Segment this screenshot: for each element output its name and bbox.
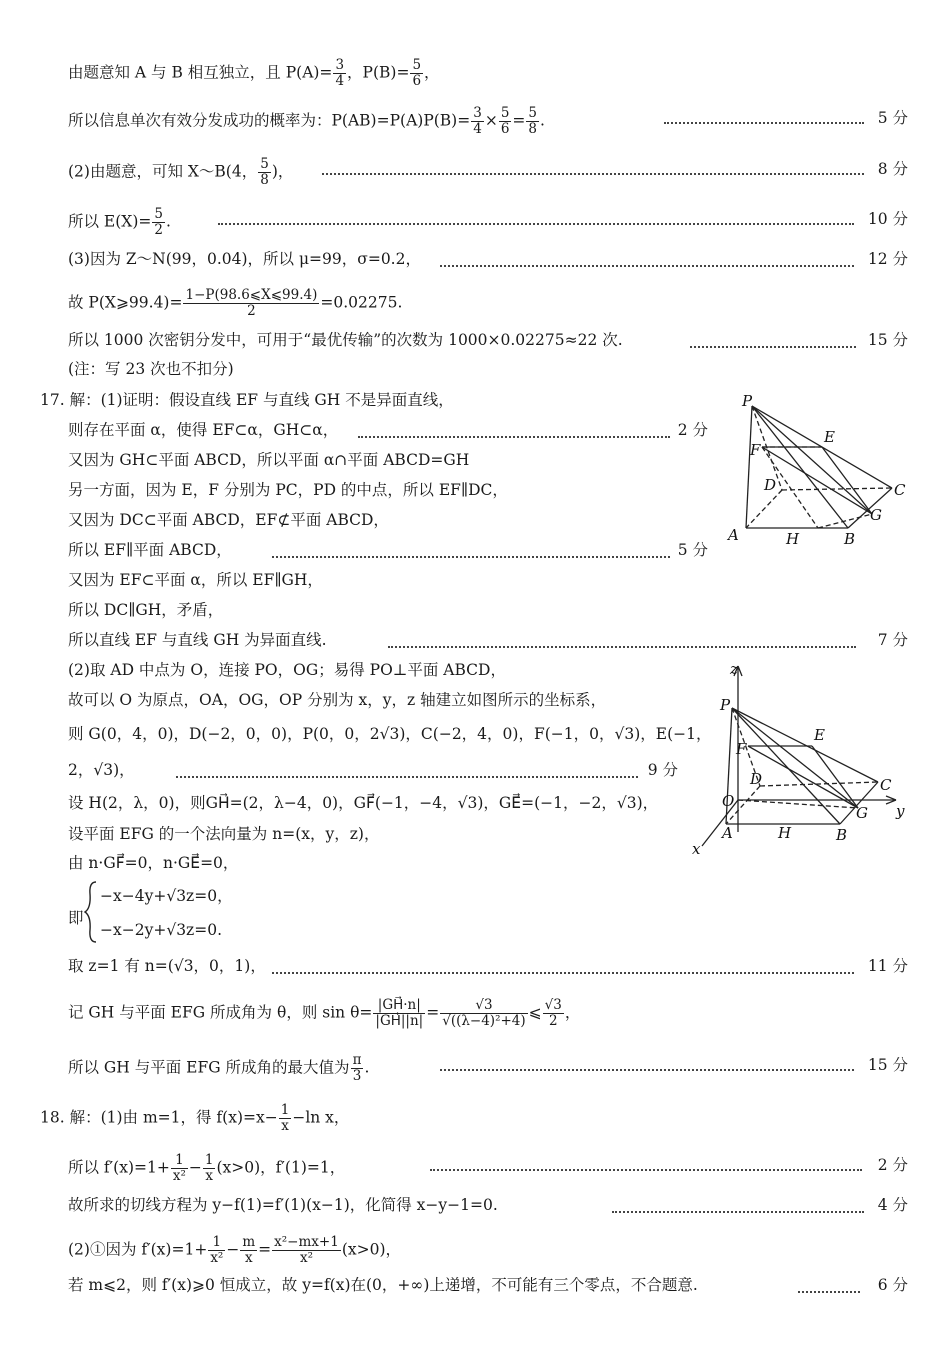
text-line: 由题意知 A 与 B 相互独立，且 P(A)= $\frac{3}{4}$ ，P(B)= $\frac{5}{6}$ ， bbox=[68, 57, 440, 89]
brace-icon bbox=[84, 880, 98, 944]
pyramid-figure-2 bbox=[690, 658, 916, 858]
score-label: 5 分 bbox=[677, 541, 708, 559]
pyramid-figure-1 bbox=[724, 392, 916, 550]
label-e: E bbox=[814, 726, 825, 744]
label-g: G bbox=[856, 804, 868, 822]
text-line: 故可以 O 为原点，OA，OG，OP 分别为 x，y，z 轴建立如图所示的坐标系， bbox=[68, 691, 607, 709]
leader-dots bbox=[798, 1291, 860, 1293]
leader-dots bbox=[358, 436, 670, 438]
leader-dots bbox=[612, 1211, 864, 1213]
leader-dots bbox=[322, 173, 864, 175]
text-line: 即 bbox=[68, 909, 84, 927]
text-line: 又因为 GH⊂平面 ABCD，所以平面 α∩平面 ABCD=GH bbox=[68, 451, 470, 469]
label-h: H bbox=[786, 530, 800, 548]
label-p: P bbox=[720, 696, 731, 714]
leader-dots bbox=[440, 1069, 854, 1071]
leader-dots bbox=[690, 346, 856, 348]
label-p: P bbox=[742, 392, 753, 410]
label-a: A bbox=[722, 824, 733, 842]
text-line: 则存在平面 α，使得 EF⊂α，GH⊂α， bbox=[68, 421, 339, 439]
leader-dots bbox=[218, 223, 854, 225]
text-line: (2)取 AD 中点为 O，连接 PO，OG；易得 PO⊥平面 ABCD， bbox=[68, 661, 506, 679]
equation-line: −x−2y+√3z=0. bbox=[100, 921, 223, 939]
text-line: 取 z=1 有 n=(√3，0，1)， bbox=[68, 957, 266, 975]
label-b: B bbox=[844, 530, 856, 548]
text-line: 另一方面，因为 E，F 分别为 PC，PD 的中点，所以 EF∥DC， bbox=[68, 481, 508, 499]
score-label: 2 分 bbox=[677, 421, 708, 439]
text-line: 所以 E(X)= $\frac{5}{2}$ . bbox=[68, 206, 171, 238]
text-line: 记 GH 与平面 EFG 所成角为 θ，则 sin θ= $\frac{|GH⃗\cdot n|}{|GH⃗||n|}$ = $\frac{√3}{\text{√((λ−4)²+4)}}$ ⩽ $\frac{√3}{2}$ ， bbox=[68, 997, 581, 1029]
text-line: 故 P(X⩾99.4)= $\frac{1-P(98.6⩽X⩽99.4)}{2}$ =0.02275. bbox=[68, 287, 403, 319]
label-y: y bbox=[896, 802, 905, 820]
label-g: G bbox=[870, 506, 882, 524]
text-line: 所以信息单次有效分发成功的概率为：P(AB)=P(A)P(B)= $\frac{3}{4}$ × $\frac{5}{6}$ = $\frac{5}{8}$ . bbox=[68, 105, 545, 137]
text-line: 设平面 EFG 的一个法向量为 n=(x，y，z)， bbox=[68, 825, 380, 843]
equation-line: −x−4y+√3z=0， bbox=[100, 887, 233, 905]
label-e: E bbox=[824, 428, 835, 446]
label-f: F bbox=[736, 740, 747, 758]
score-label: 6 分 bbox=[877, 1276, 908, 1294]
text-line: 所以 1000 次密钥分发中，可用于“最优传输”的次数为 1000×0.02275≈22 次. bbox=[68, 331, 623, 349]
leader-dots bbox=[664, 122, 864, 124]
score-label: 5 分 bbox=[877, 109, 908, 127]
score-label: 7 分 bbox=[877, 631, 908, 649]
leader-dots bbox=[388, 646, 856, 648]
label-b: B bbox=[836, 826, 848, 844]
label-c: C bbox=[894, 481, 906, 499]
score-label: 12 分 bbox=[867, 250, 908, 268]
score-label: 11 分 bbox=[867, 957, 908, 975]
leader-dots bbox=[176, 776, 638, 778]
label-a: A bbox=[728, 526, 739, 544]
text-line: (2)由题意，可知 X～B(4， $\frac{5}{8}$ )， bbox=[68, 156, 294, 188]
label-h: H bbox=[778, 824, 792, 842]
leader-dots bbox=[440, 265, 854, 267]
text-line: 所以 EF∥平面 ABCD， bbox=[68, 541, 232, 559]
label-c: C bbox=[880, 776, 892, 794]
score-label: 10 分 bbox=[867, 210, 908, 228]
label-x: x bbox=[692, 840, 701, 858]
problem-18-heading: 18. 解：(1)由 m=1，得 f(x)=x− $\frac{1}{x}$ −ln x， bbox=[40, 1102, 350, 1134]
text-line: (注：写 23 次也不扣分) bbox=[68, 360, 234, 378]
text-line: (2)①因为 f′(x)=1+ $\frac{1}{\text{x²}}$ − $\frac{m}{x}$ = $\frac{\text{x²−mx+1}}{\text{x²}}$ (x>0)， bbox=[68, 1234, 401, 1266]
score-label: 9 分 bbox=[647, 761, 678, 779]
text-line: 所以 GH 与平面 EFG 所成角的最大值为 $\frac{\pi}{3}$ . bbox=[68, 1052, 370, 1084]
text-line: 2，√3)， bbox=[68, 761, 135, 779]
text-line: 所以直线 EF 与直线 GH 为异面直线. bbox=[68, 631, 327, 649]
label-d: D bbox=[750, 770, 763, 788]
score-label: 15 分 bbox=[867, 1056, 908, 1074]
text-line: 又因为 EF⊂平面 α，所以 EF∥GH， bbox=[68, 571, 323, 589]
score-label: 2 分 bbox=[877, 1156, 908, 1174]
text-line: 所以 f′(x)=1+ $\frac{1}{\text{x²}}$ − $\frac{1}{x}$ (x>0)，f′(1)=1， bbox=[68, 1152, 346, 1184]
text-line: 若 m⩽2，则 f′(x)⩾0 恒成立，故 y=f(x)在(0，+∞)上递增，不可能有三个零点，不合题意. bbox=[68, 1276, 698, 1294]
text-line: 则 G(0，4，0)，D(−2，0，0)，P(0，0，2√3)，C(−2，4，0)，F(−1，0，√3)，E(−1， bbox=[68, 725, 712, 743]
text-line: 故所求的切线方程为 y−f(1)=f′(1)(x−1)，化简得 x−y−1=0. bbox=[68, 1196, 498, 1214]
leader-dots bbox=[272, 972, 854, 974]
text-line: 又因为 DC⊂平面 ABCD，EF⊄平面 ABCD， bbox=[68, 511, 389, 529]
text-line: 设 H(2，λ，0)，则GH⃗=(2，λ−4，0)，GF⃗(−1，−4，√3)，GE⃗=(−1，−2，√3)， bbox=[68, 794, 659, 812]
text-line: 所以 DC∥GH，矛盾， bbox=[68, 601, 224, 619]
leader-dots bbox=[272, 556, 670, 558]
problem-17-heading: 17. 解：(1)证明：假设直线 EF 与直线 GH 不是异面直线， bbox=[40, 391, 454, 409]
leader-dots bbox=[430, 1169, 862, 1171]
label-d: D bbox=[764, 476, 777, 494]
score-label: 8 分 bbox=[877, 160, 908, 178]
score-label: 4 分 bbox=[877, 1196, 908, 1214]
score-label: 15 分 bbox=[867, 331, 908, 349]
text-line: (3)因为 Z～N(99，0.04)，所以 μ=99，σ=0.2， bbox=[68, 250, 421, 268]
label-o: O bbox=[722, 792, 735, 810]
label-z: z bbox=[730, 660, 738, 678]
label-f: F bbox=[750, 441, 761, 459]
text-line: 由 n·GF⃗=0，n·GE⃗=0， bbox=[68, 854, 239, 872]
